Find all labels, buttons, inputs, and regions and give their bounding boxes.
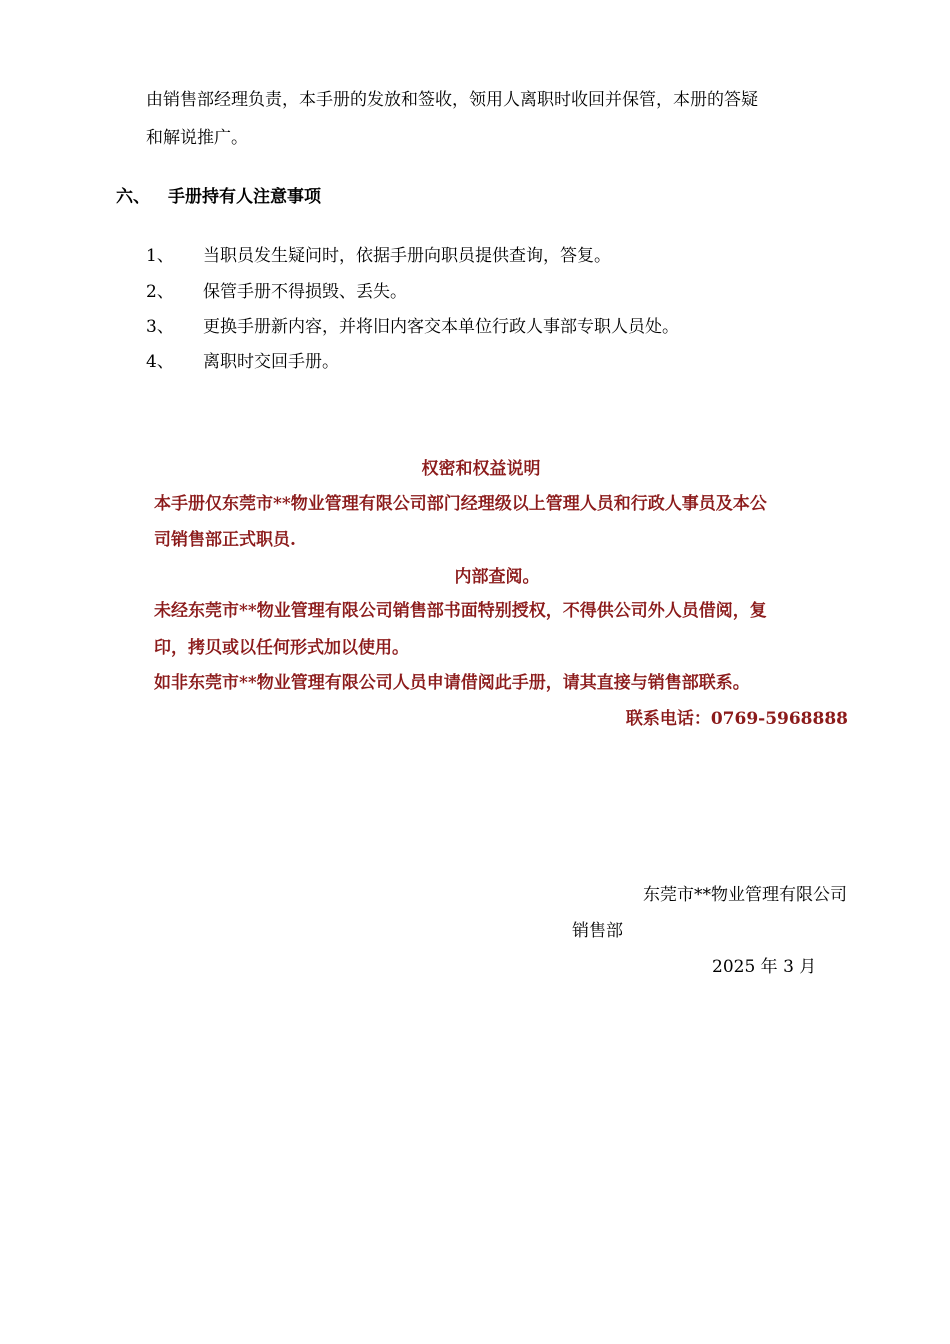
intro-line-1: 由销售部经理负责，本手册的发放和签收，领用人离职时收回并保管，本册的答疑: [146, 90, 758, 110]
signature-date: 2025 年 3 月: [712, 957, 817, 977]
intro-line-2: 和解说推广。: [146, 128, 248, 148]
section-number: 六、: [116, 187, 150, 207]
notice-title: 权密和权益说明: [421, 459, 541, 479]
notice-line-4: 未经东莞市**物业管理有限公司销售部书面特别授权，不得供公司外人员借阅，复: [154, 601, 767, 621]
notice-line-5: 印，拷贝或以任何形式加以使用。: [154, 638, 409, 658]
notice-line-6: 如非东莞市**物业管理有限公司人员申请借阅此手册，请其直接与销售部联系。: [154, 673, 750, 693]
list-item-number: 1、: [146, 246, 174, 266]
section-title: 手册持有人注意事项: [168, 187, 321, 207]
notice-line-1: 本手册仅东莞市**物业管理有限公司部门经理级以上管理人员和行政人事员及本公: [154, 494, 767, 514]
list-item-number: 2、: [146, 282, 174, 302]
signature-department: 销售部: [572, 921, 623, 941]
notice-line-3: 内部查阅。: [454, 567, 540, 587]
list-item-text: 更换手册新内容，并将旧内客交本单位行政人事部专职人员处。: [203, 317, 679, 337]
notice-line-2: 司销售部正式职员.: [154, 530, 296, 550]
list-item-number: 3、: [146, 317, 174, 337]
list-item-text: 保管手册不得损毁、丢失。: [203, 282, 407, 302]
list-item-text: 当职员发生疑问时，依据手册向职员提供查询，答复。: [203, 246, 611, 266]
list-item-number: 4、: [146, 352, 174, 372]
notice-contact: 联系电话：0769-5968888: [625, 709, 848, 729]
list-item-text: 离职时交回手册。: [203, 352, 339, 372]
signature-company: 东莞市**物业管理有限公司: [643, 885, 847, 905]
